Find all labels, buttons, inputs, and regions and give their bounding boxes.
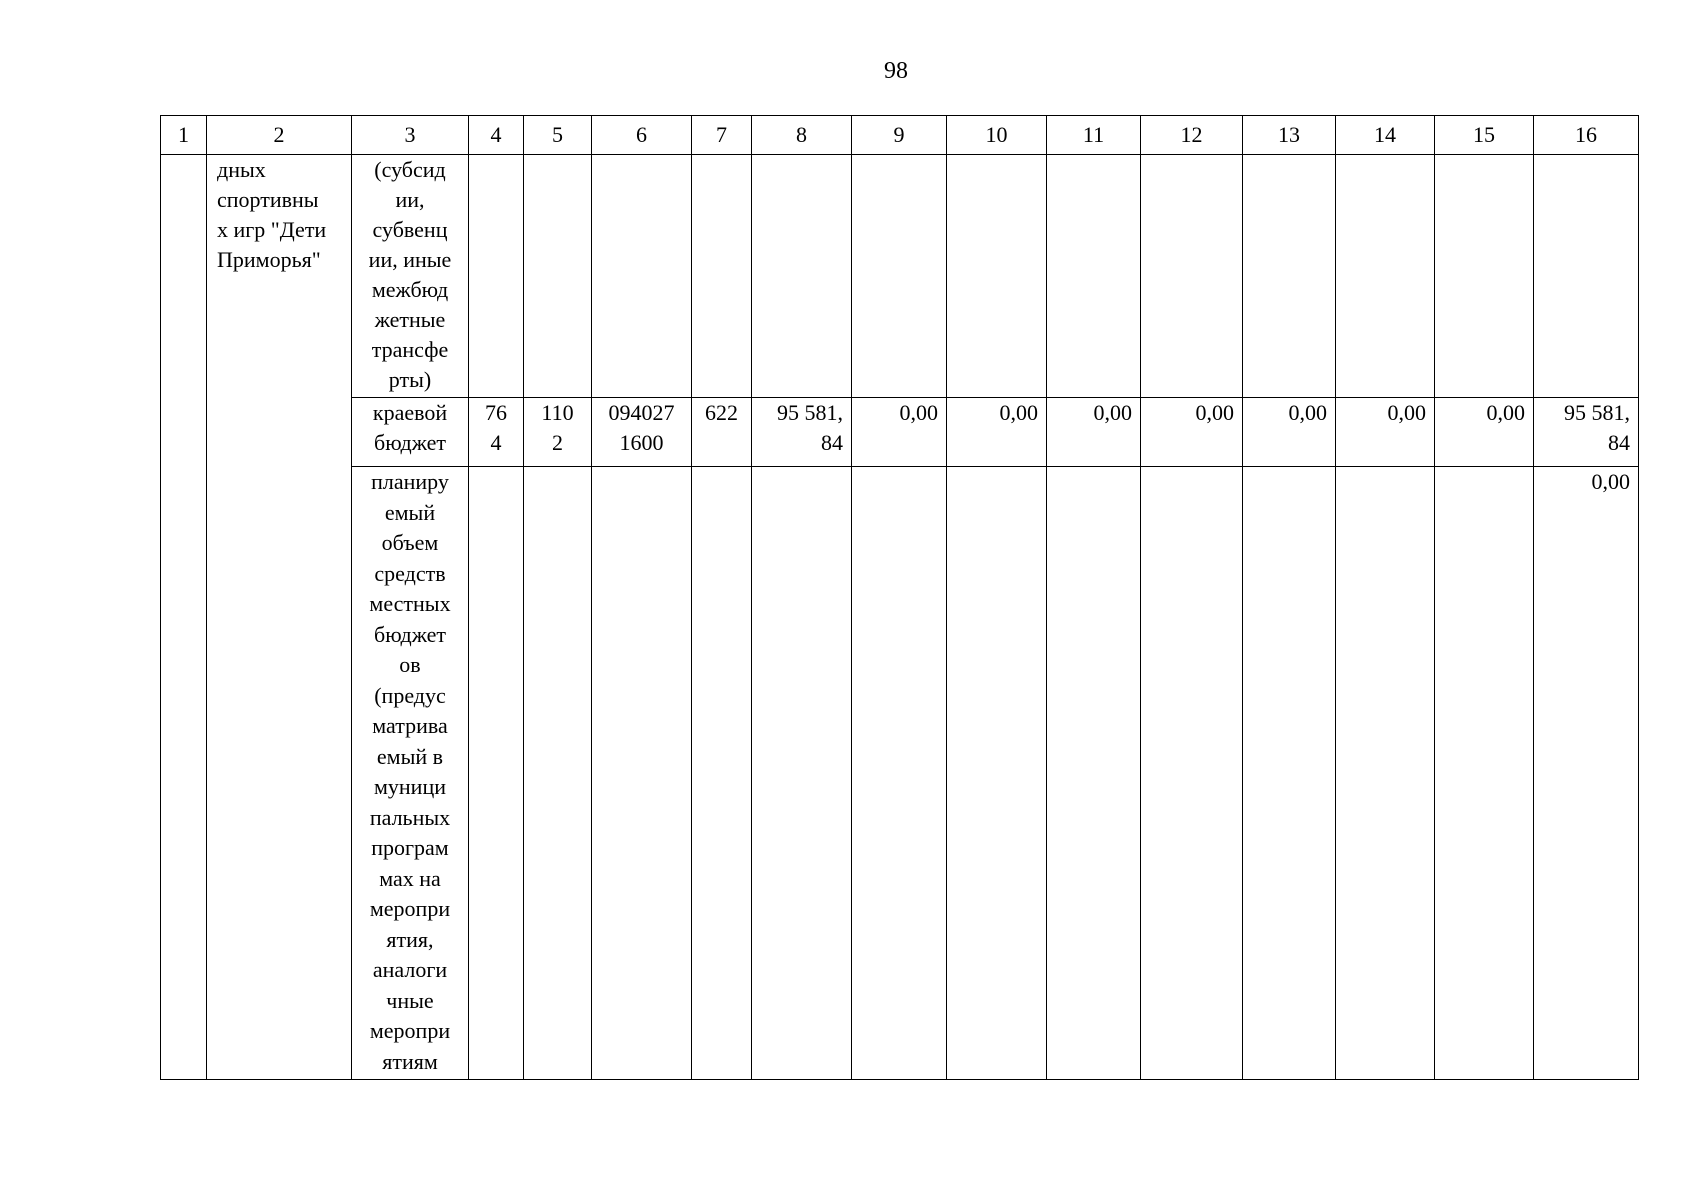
amount-cell-15: 0,00 bbox=[1435, 398, 1534, 467]
empty-cell bbox=[469, 467, 524, 1080]
cell-col-1 bbox=[161, 155, 207, 1080]
table-row bbox=[161, 467, 1639, 1080]
amount-cell-12: 0,00 bbox=[1141, 398, 1243, 467]
table-row bbox=[161, 155, 1639, 398]
empty-cell bbox=[692, 155, 752, 398]
empty-cell bbox=[752, 467, 852, 1080]
amount-cell-14: 0,00 bbox=[1336, 398, 1435, 467]
header-col-4: 4 bbox=[469, 116, 524, 155]
empty-cell bbox=[852, 467, 947, 1080]
empty-cell bbox=[1141, 467, 1243, 1080]
empty-cell bbox=[524, 467, 592, 1080]
empty-cell bbox=[1534, 155, 1639, 398]
amount-cell-9: 0,00 bbox=[852, 398, 947, 467]
event-name-cell: дных спортивны х игр "Дети Приморья" bbox=[207, 155, 352, 1080]
empty-cell bbox=[524, 155, 592, 398]
empty-cell bbox=[1141, 155, 1243, 398]
grbs-code-cell: 76 4 bbox=[469, 398, 524, 467]
header-col-3: 3 bbox=[352, 116, 469, 155]
empty-cell bbox=[1047, 155, 1141, 398]
empty-cell bbox=[1243, 155, 1336, 398]
header-col-12: 12 bbox=[1141, 116, 1243, 155]
header-col-2: 2 bbox=[207, 116, 352, 155]
header-col-16: 16 bbox=[1534, 116, 1639, 155]
table-row bbox=[161, 398, 1639, 467]
amount-cell-13: 0,00 bbox=[1243, 398, 1336, 467]
header-col-14: 14 bbox=[1336, 116, 1435, 155]
header-col-11: 11 bbox=[1047, 116, 1141, 155]
header-col-13: 13 bbox=[1243, 116, 1336, 155]
budget-table bbox=[160, 115, 1639, 1080]
empty-cell bbox=[947, 467, 1047, 1080]
header-col-9: 9 bbox=[852, 116, 947, 155]
header-col-7: 7 bbox=[692, 116, 752, 155]
empty-cell bbox=[1047, 467, 1141, 1080]
funding-type-cell: (субсид ии, субвенц ии, иные межбюд жетные трансфе рты) bbox=[352, 155, 469, 398]
empty-cell bbox=[1435, 155, 1534, 398]
empty-cell bbox=[592, 467, 692, 1080]
empty-cell bbox=[469, 155, 524, 398]
target-code-cell: 094027 1600 bbox=[592, 398, 692, 467]
amount-cell-11: 0,00 bbox=[1047, 398, 1141, 467]
empty-cell bbox=[1435, 467, 1534, 1080]
header-col-6: 6 bbox=[592, 116, 692, 155]
header-col-10: 10 bbox=[947, 116, 1047, 155]
empty-cell bbox=[947, 155, 1047, 398]
empty-cell bbox=[852, 155, 947, 398]
amount-cell-8: 95 581, 84 bbox=[752, 398, 852, 467]
amount-total-cell: 95 581, 84 bbox=[1534, 398, 1639, 467]
empty-cell bbox=[1336, 155, 1435, 398]
table-header bbox=[161, 116, 1639, 155]
empty-cell bbox=[592, 155, 692, 398]
empty-cell bbox=[692, 467, 752, 1080]
empty-cell bbox=[1336, 467, 1435, 1080]
amount-cell-10: 0,00 bbox=[947, 398, 1047, 467]
empty-cell bbox=[752, 155, 852, 398]
header-col-1: 1 bbox=[161, 116, 207, 155]
local-budget-cell: планиру емый объем средств местных бюджет ов (предус матрива емый в муници пальных програм мах на меропри ятия, аналоги чные меропри ятиям bbox=[352, 467, 469, 1080]
header-col-15: 15 bbox=[1435, 116, 1534, 155]
header-col-5: 5 bbox=[524, 116, 592, 155]
budget-source-cell: краевой бюджет bbox=[352, 398, 469, 467]
header-row bbox=[161, 116, 1639, 155]
page-number: 98 bbox=[884, 58, 908, 84]
empty-cell bbox=[1243, 467, 1336, 1080]
expense-type-cell: 622 bbox=[692, 398, 752, 467]
local-total-cell: 0,00 bbox=[1534, 467, 1639, 1080]
header-col-8: 8 bbox=[752, 116, 852, 155]
section-code-cell: 110 2 bbox=[524, 398, 592, 467]
